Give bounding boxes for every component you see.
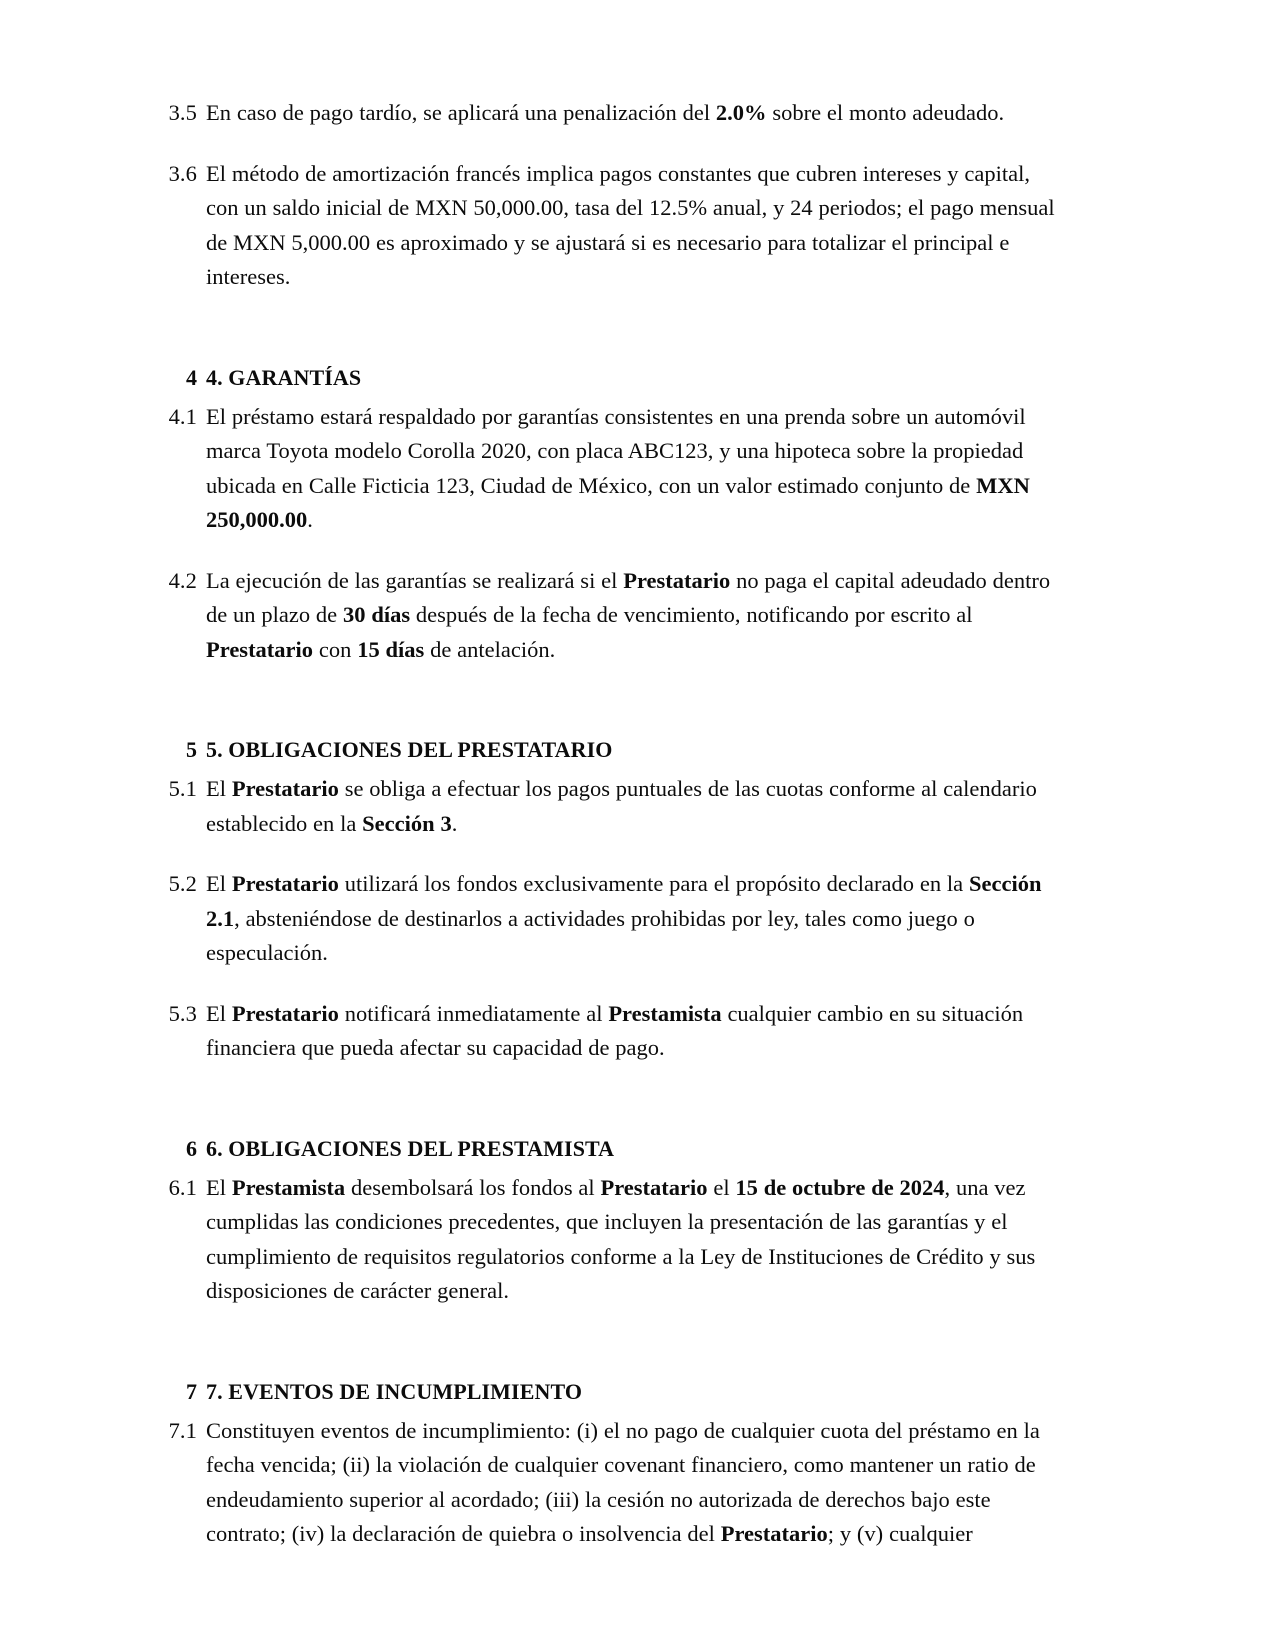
section-heading	[140, 1092, 1063, 1171]
document-body	[140, 96, 1063, 1552]
clause-number: 7.1	[168, 1417, 197, 1443]
clause-number: 4.2	[168, 567, 197, 593]
section-title: 5. OBLIGACIONES DEL PRESTATARIO	[206, 737, 613, 762]
section-number: 4	[186, 364, 197, 390]
clause-text: El Prestatario se obliga a efectuar los pagos puntuales de las cuotas conforme al calendario establecido en la Sección 3.	[206, 776, 1037, 836]
section-title: 6. OBLIGACIONES DEL PRESTAMISTA	[206, 1135, 615, 1161]
clause-text: El método de amortización francés implica pagos constantes que cubren intereses y capital, con un saldo inicial de MXN 50,000.00, tasa del 12.5% anual, y 24 periodos; el pago mensual de MXN 5,000.00 es aproximado y se ajustará si es necesario para totalizar el principal e intereses.	[206, 160, 1055, 289]
section-title: 4. GARANTÍAS	[206, 364, 362, 390]
clause-text: El préstamo estará respaldado por garantías consistentes en una prenda sobre un automóvil marca Toyota modelo Corolla 2020, con placa ABC123, y una hipoteca sobre la propiedad ubicada en Calle Ficticia 123, Ciudad de México, con un valor estimado conjunto de MXN 250,000.00.	[206, 403, 1030, 532]
clause-number: 5.3	[168, 1000, 197, 1026]
section-title: 7. EVENTOS DE INCUMPLIMIENTO	[206, 1378, 583, 1404]
section-number: 5	[186, 737, 197, 762]
numbered-clause	[140, 1171, 1063, 1309]
clause-text: El Prestatario notificará inmediatamente al Prestamista cualquier cambio en su situación financiera que pueda afectar su capacidad de pago.	[206, 1000, 1024, 1060]
clause-text: El Prestamista desembolsará los fondos al Prestatario el 15 de octubre de 2024, una vez cumplidas las condiciones precedentes, que incluyen la presentación de las garantías y el cumplimiento de requisitos regulatorios conforme a la Ley de Instituciones de Crédito y sus disposiciones de carácter general.	[206, 1174, 1036, 1303]
clause-text: La ejecución de las garantías se realizará si el Prestatario no paga el capital adeudado dentro de un plazo de 30 días después de la fecha de vencimiento, notificando por escrito al Prestatario con 15 días de antelación.	[206, 567, 1051, 662]
clause-number: 4.1	[168, 403, 197, 429]
numbered-clause	[140, 564, 1063, 668]
numbered-clause	[140, 1414, 1063, 1552]
numbered-clause	[140, 96, 1063, 131]
numbered-clause	[140, 157, 1063, 295]
section-number: 6	[186, 1135, 197, 1161]
clause-text: En caso de pago tardío, se aplicará una penalización del 2.0% sobre el monto adeudado.	[206, 100, 1005, 125]
clause-text: El Prestatario utilizará los fondos exclusivamente para el propósito declarado en la Sección 2.1, absteniéndose de destinarlos a actividades prohibidas por ley, tales como juego o especulación.	[206, 871, 1042, 965]
clause-number: 5.1	[168, 776, 197, 801]
clause-number: 6.1	[168, 1174, 197, 1200]
section-heading	[140, 1335, 1063, 1414]
clause-number: 3.6	[168, 160, 197, 186]
clause-text: Constituyen eventos de incumplimiento: (i) el no pago de cualquier cuota del préstamo en la fecha vencida; (ii) la violación de cualquier covenant financiero, como mantener un ratio de endeudamiento superior al acordado; (iii) la cesión no autorizada de derechos bajo este contrato; (iv) la declaración de quiebra o insolvencia del Prestatario; y (v) cualquier	[206, 1417, 1040, 1546]
numbered-clause	[140, 867, 1063, 971]
section-heading	[140, 321, 1063, 400]
section-number: 7	[186, 1378, 197, 1404]
clause-number: 5.2	[168, 871, 197, 896]
numbered-clause	[140, 400, 1063, 538]
numbered-clause	[140, 772, 1063, 841]
clause-number: 3.5	[168, 100, 197, 125]
numbered-clause	[140, 997, 1063, 1066]
section-heading	[140, 693, 1063, 772]
